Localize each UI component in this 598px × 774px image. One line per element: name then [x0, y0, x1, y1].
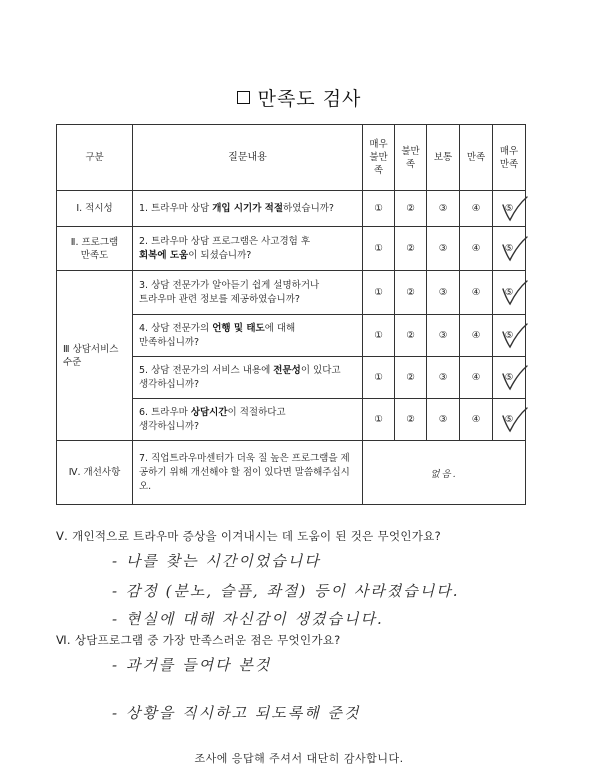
- rating-number: ②: [406, 243, 415, 254]
- footer-thanks: 조사에 응답해 주셔서 대단히 감사합니다.: [194, 752, 404, 765]
- rating-option-1[interactable]: [363, 357, 395, 399]
- rating-option-3[interactable]: [427, 399, 460, 441]
- page-title: [0, 84, 598, 111]
- header-category: 구분: [57, 125, 133, 191]
- rating-option-3[interactable]: [427, 357, 460, 399]
- section6-question: Ⅵ. 상담프로그램 중 가장 만족스러운 점은 무엇인가요?: [56, 633, 341, 647]
- rating-number: ③: [438, 243, 448, 254]
- rating-option-3[interactable]: [427, 227, 460, 271]
- rating-option-1[interactable]: [363, 399, 395, 441]
- square-bullet-icon: [237, 91, 250, 104]
- question-text: 5. 상담 전문가의 서비스 내용에 전문성이 있다고 생각하십니까?: [133, 357, 363, 399]
- rating-number: ②: [406, 372, 415, 383]
- handwritten-check-icon: [499, 235, 529, 263]
- rating-number: ④: [471, 243, 481, 254]
- rating-number: ①: [374, 287, 383, 298]
- rating-number: ④: [471, 330, 481, 341]
- handwritten-check-icon: [499, 279, 529, 307]
- rating-number: ②: [406, 287, 415, 298]
- rating-number: ①: [374, 203, 383, 214]
- question-row: [57, 271, 526, 315]
- improvement-row: [57, 441, 526, 505]
- rating-number: ④: [471, 287, 481, 298]
- question-text: 2. 트라우마 상담 프로그램은 사고경험 후 회복에 도움이 되셨습니까?: [133, 227, 363, 271]
- rating-option-2[interactable]: [395, 191, 427, 227]
- header-very-satisfied: 매우 만족: [493, 125, 526, 191]
- improvement-question: 7. 직업트라우마센터가 더욱 질 높은 프로그램을 제공하기 위해 개선해야 할 점이 있다면 말씀해주십시오.: [133, 441, 363, 505]
- rating-number: ①: [374, 243, 383, 254]
- header-satisfied: 만족: [460, 125, 493, 191]
- improvement-category: Ⅳ. 개선사항: [57, 441, 133, 505]
- handwritten-check-icon: [499, 322, 529, 350]
- rating-number: ④: [471, 372, 481, 383]
- rating-number: ④: [471, 203, 481, 214]
- rating-option-1[interactable]: [363, 271, 395, 315]
- satisfaction-table: [56, 124, 526, 505]
- section5-question: Ⅴ. 개인적으로 트라우마 증상을 이겨내시는 데 도움이 된 것은 무엇인가요?: [56, 529, 441, 543]
- rating-option-5[interactable]: [493, 315, 526, 357]
- rating-option-2[interactable]: [395, 357, 427, 399]
- rating-number: ⑤: [504, 287, 514, 298]
- rating-number: ⑤: [504, 414, 514, 425]
- title-text: 만족도 검사: [257, 88, 362, 110]
- header-question: 질문내용: [133, 125, 363, 191]
- rating-option-5[interactable]: [493, 227, 526, 271]
- rating-number: ③: [438, 372, 448, 383]
- rating-number: ③: [438, 414, 448, 425]
- header-dissatisfied: 불만 족: [395, 125, 427, 191]
- rating-option-4[interactable]: [460, 191, 493, 227]
- rating-number: ③: [438, 203, 448, 214]
- rating-number: ⑤: [504, 330, 514, 341]
- section5-answer-1[interactable]: - 나를 찾는 시간이었습니다: [112, 552, 321, 570]
- rating-option-5[interactable]: [493, 271, 526, 315]
- question-text: 1. 트라우마 상담 개입 시기가 적절하였습니까?: [133, 191, 363, 227]
- rating-number: ③: [438, 330, 448, 341]
- section5-answer-2[interactable]: - 감정 (분노, 슬픔, 좌절) 등이 사라졌습니다.: [112, 582, 460, 600]
- rating-option-2[interactable]: [395, 271, 427, 315]
- handwritten-check-icon: [499, 406, 529, 434]
- rating-number: ④: [471, 414, 481, 425]
- rating-option-4[interactable]: [460, 271, 493, 315]
- rating-option-5[interactable]: [493, 357, 526, 399]
- question-text: 6. 트라우마 상담시간이 적절하다고 생각하십니까?: [133, 399, 363, 441]
- rating-option-2[interactable]: [395, 399, 427, 441]
- handwritten-check-icon: [499, 364, 529, 392]
- rating-number: ①: [374, 372, 383, 383]
- row-category: Ⅲ 상담서비스 수준: [57, 271, 133, 441]
- rating-option-2[interactable]: [395, 315, 427, 357]
- rating-option-3[interactable]: [427, 271, 460, 315]
- rating-option-4[interactable]: [460, 357, 493, 399]
- rating-number: ②: [406, 203, 415, 214]
- rating-number: ⑤: [504, 243, 514, 254]
- rating-option-3[interactable]: [427, 315, 460, 357]
- rating-number: ⑤: [504, 203, 514, 214]
- rating-option-4[interactable]: [460, 315, 493, 357]
- rating-option-5[interactable]: [493, 399, 526, 441]
- table-header-row: [57, 125, 526, 191]
- section5-answer-3[interactable]: - 현실에 대해 자신감이 생겼습니다.: [112, 610, 384, 628]
- header-very-dissatisfied: 매우 불만 족: [363, 125, 395, 191]
- rating-number: ①: [374, 414, 383, 425]
- rating-option-4[interactable]: [460, 399, 493, 441]
- rating-number: ②: [406, 414, 415, 425]
- rating-option-3[interactable]: [427, 191, 460, 227]
- section6-answer-2[interactable]: - 상황을 직시하고 되도록해 준것: [112, 704, 361, 722]
- rating-number: ③: [438, 287, 448, 298]
- rating-option-1[interactable]: [363, 227, 395, 271]
- rating-option-1[interactable]: [363, 191, 395, 227]
- rating-number: ②: [406, 330, 415, 341]
- row-category: Ⅰ. 적시성: [57, 191, 133, 227]
- question-text: 3. 상담 전문가가 알아듣기 쉽게 설명하거나 트라우마 관련 정보를 제공하였습니까?: [133, 271, 363, 315]
- row-category: Ⅱ. 프로그램 만족도: [57, 227, 133, 271]
- rating-number: ⑤: [504, 372, 514, 383]
- question-text: 4. 상담 전문가의 언행 및 태도에 대해 만족하십니까?: [133, 315, 363, 357]
- rating-option-2[interactable]: [395, 227, 427, 271]
- improvement-answer[interactable]: 없음.: [363, 441, 526, 505]
- rating-number: ①: [374, 330, 383, 341]
- question-row: [57, 227, 526, 271]
- section6-answer-1[interactable]: - 과거를 들여다 본것: [112, 656, 272, 674]
- question-row: [57, 191, 526, 227]
- handwritten-check-icon: [499, 195, 529, 223]
- rating-option-4[interactable]: [460, 227, 493, 271]
- header-neutral: 보통: [427, 125, 460, 191]
- rating-option-1[interactable]: [363, 315, 395, 357]
- rating-option-5[interactable]: [493, 191, 526, 227]
